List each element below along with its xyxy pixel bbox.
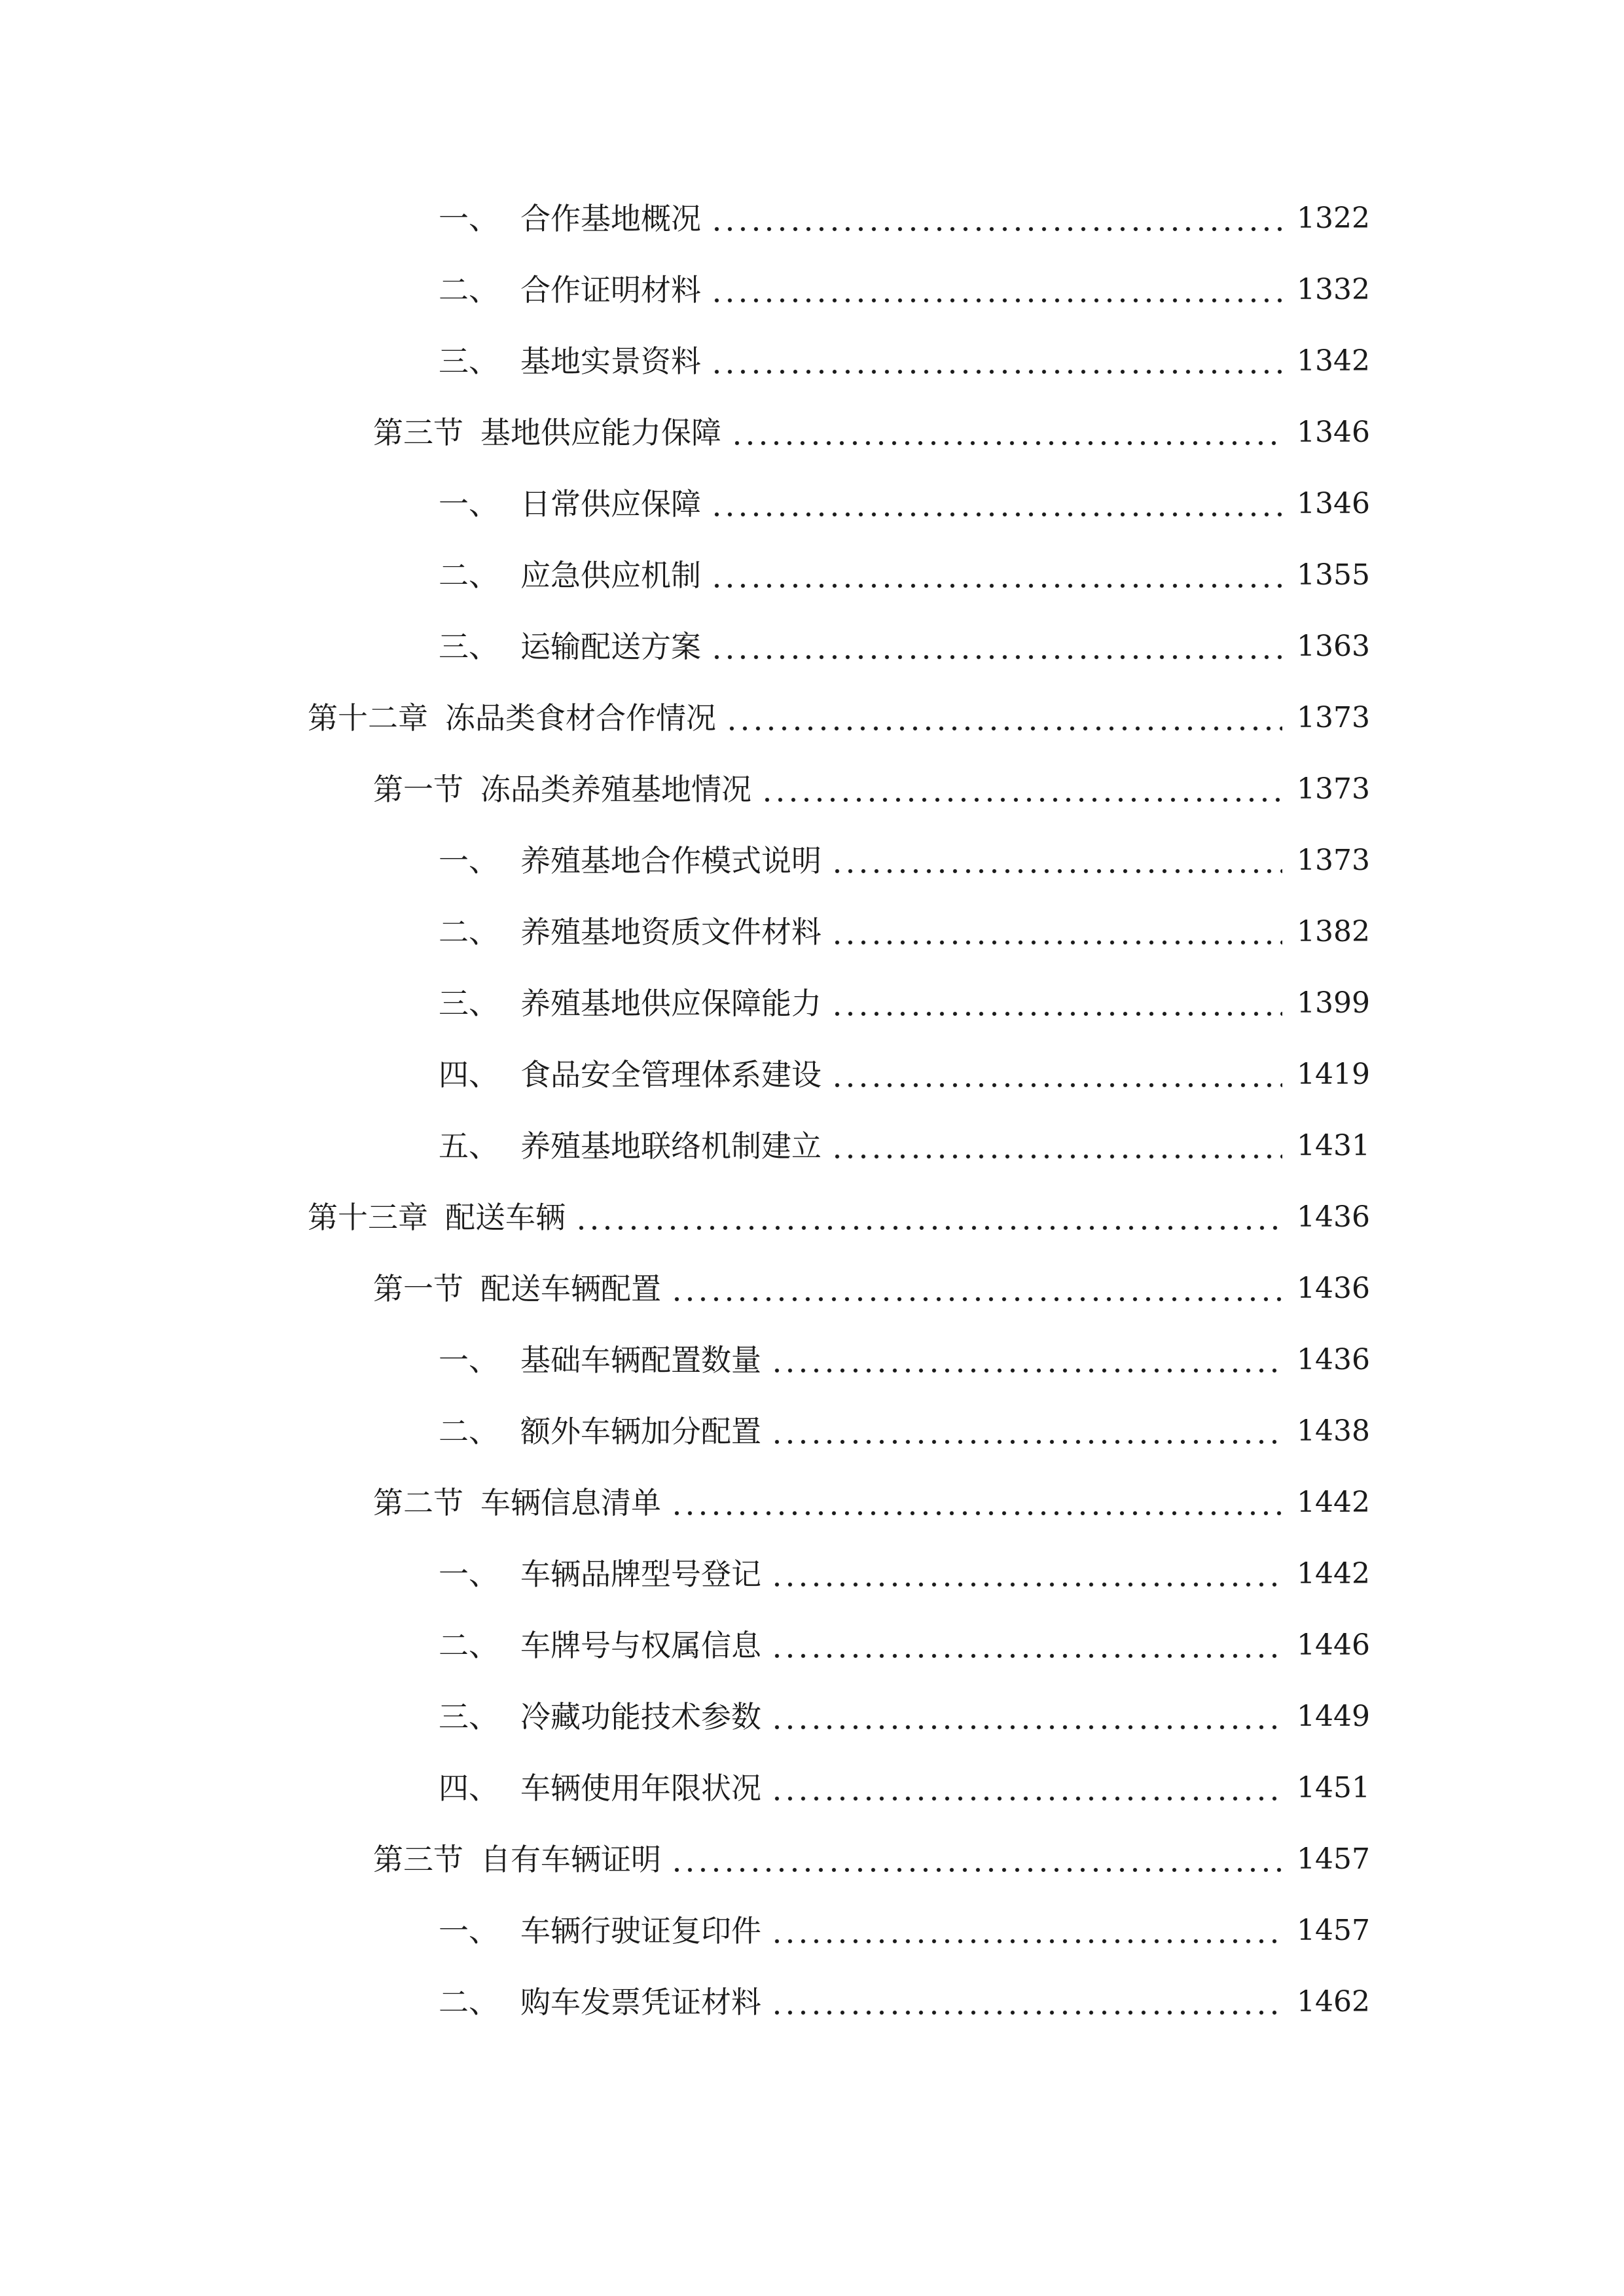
toc-entry-title: 车牌号与权属信息 [520, 1628, 761, 1663]
toc-entry-label [373, 763, 751, 816]
dot-leader [710, 620, 1282, 673]
dot-leader [770, 1905, 1282, 1957]
toc-entry-title: 基础车辆配置数量 [520, 1342, 761, 1378]
dot-leader [770, 1762, 1282, 1814]
toc-entry[interactable] [439, 1619, 1370, 1672]
toc-entry-label [373, 406, 721, 459]
dot-leader [670, 1477, 1282, 1529]
toc-entry-page: 1446 [1297, 1628, 1370, 1662]
toc-entry-page: 1346 [1297, 487, 1370, 520]
toc-entry-title: 养殖基地资质文件材料 [520, 914, 821, 950]
toc-entry-page: 1442 [1297, 1486, 1370, 1519]
toc-entry-title: 养殖基地合作模式说明 [520, 843, 821, 878]
toc-entry-page: 1382 [1297, 915, 1370, 948]
toc-entry-number: 二、 [439, 914, 499, 950]
toc-entry-label [439, 1762, 761, 1814]
toc-entry-title: 配送车辆配置 [480, 1271, 661, 1306]
toc-entry-label [439, 1405, 761, 1458]
toc-entry[interactable] [439, 977, 1370, 1030]
toc-entry[interactable] [373, 1263, 1370, 1315]
toc-entry[interactable] [439, 1762, 1370, 1814]
toc-entry-label [439, 1049, 821, 1101]
dot-leader [710, 478, 1282, 530]
toc-entry-title: 养殖基地供应保障能力 [520, 986, 821, 1021]
dot-leader [770, 1691, 1282, 1743]
dot-leader [710, 264, 1282, 316]
toc-entry-label [439, 264, 701, 316]
toc-entry[interactable] [439, 478, 1370, 530]
toc-entry-page: 1373 [1297, 701, 1370, 734]
toc-entry-number: 二、 [439, 1414, 499, 1449]
dot-leader [761, 763, 1282, 816]
toc-entry-page: 1322 [1297, 202, 1370, 235]
toc-entry-label [439, 834, 821, 887]
toc-entry-number: 一、 [439, 843, 499, 878]
dot-leader [770, 1619, 1282, 1672]
dot-leader [731, 406, 1282, 459]
toc-entry-title: 车辆行驶证复印件 [520, 1913, 761, 1948]
toc-entry-number: 第一节 [373, 772, 463, 807]
toc-entry-number: 三、 [439, 1699, 499, 1734]
toc-entry-label [439, 620, 701, 673]
toc-entry-title: 自有车辆证明 [480, 1842, 661, 1877]
toc-entry[interactable] [439, 1548, 1370, 1600]
dot-leader [831, 834, 1282, 887]
toc-entry-label [439, 1619, 761, 1672]
toc-entry-number: 四、 [439, 1770, 499, 1806]
toc-entry-number: 第二节 [373, 1485, 463, 1520]
toc-entry[interactable] [373, 1477, 1370, 1529]
toc-entry-title: 日常供应保障 [520, 486, 701, 522]
toc-entry-label [439, 192, 701, 245]
toc-entry[interactable] [373, 763, 1370, 816]
toc-entry-number: 一、 [439, 1913, 499, 1948]
toc-entry-title: 合作基地概况 [520, 201, 701, 236]
toc-entry[interactable] [439, 1049, 1370, 1101]
toc-entry-label [373, 1263, 661, 1315]
toc-entry-number: 三、 [439, 986, 499, 1021]
dot-leader [670, 1833, 1282, 1886]
toc-entry-page: 1363 [1297, 630, 1370, 663]
dot-leader [831, 906, 1282, 958]
toc-entry[interactable] [439, 834, 1370, 887]
toc-entry-label [439, 1548, 761, 1600]
toc-entry-page: 1355 [1297, 558, 1370, 592]
toc-entry-page: 1399 [1297, 986, 1370, 1020]
dot-leader [770, 1548, 1282, 1600]
dot-leader [770, 1976, 1282, 2028]
toc-entry-title: 基地实景资料 [520, 344, 701, 379]
toc-entry[interactable] [373, 406, 1370, 459]
toc-entry[interactable] [439, 1976, 1370, 2028]
toc-entry-page: 1438 [1297, 1414, 1370, 1448]
toc-entry[interactable] [439, 192, 1370, 245]
toc-entry[interactable] [439, 1405, 1370, 1458]
toc-entry-number: 第一节 [373, 1271, 463, 1306]
toc-entry-number: 第三节 [373, 415, 463, 450]
toc-entry-page: 1457 [1297, 1842, 1370, 1876]
toc-entry-title: 车辆使用年限状况 [520, 1770, 761, 1806]
toc-entry-title: 应急供应机制 [520, 558, 701, 593]
toc-entry-label [439, 906, 821, 958]
toc-entry[interactable] [373, 1833, 1370, 1886]
toc-entry[interactable] [439, 1120, 1370, 1172]
toc-entry-page: 1449 [1297, 1700, 1370, 1733]
toc-entry-number: 五、 [439, 1128, 499, 1164]
toc-entry-page: 1373 [1297, 772, 1370, 806]
toc-entry-page: 1332 [1297, 273, 1370, 306]
toc-entry-title: 冻品类食材合作情况 [445, 700, 716, 736]
toc-entry-page: 1462 [1297, 1985, 1370, 2018]
toc-entry[interactable] [439, 549, 1370, 601]
toc-entry-label [439, 335, 701, 387]
toc-entry-title: 购车发票凭证材料 [520, 1984, 761, 2020]
toc-entry-title: 车辆品牌型号登记 [520, 1556, 761, 1592]
dot-leader [770, 1405, 1282, 1458]
toc-entry-page: 1436 [1297, 1272, 1370, 1305]
toc-entry-page: 1436 [1297, 1343, 1370, 1376]
dot-leader [831, 1049, 1282, 1101]
toc-entry-title: 运输配送方案 [520, 629, 701, 664]
toc-entry-title: 冷藏功能技术参数 [520, 1699, 761, 1734]
toc-entry-title: 冻品类养殖基地情况 [480, 772, 751, 807]
toc-entry-page: 1419 [1297, 1058, 1370, 1091]
toc-entry-number: 第十三章 [308, 1200, 428, 1235]
toc-entry[interactable] [439, 1691, 1370, 1743]
toc-entry-label [439, 1120, 821, 1172]
dot-leader [575, 1191, 1282, 1244]
toc-entry-label [439, 549, 701, 601]
toc-entry-page: 1451 [1297, 1771, 1370, 1804]
toc-entry-number: 一、 [439, 1342, 499, 1378]
toc-entry-number: 一、 [439, 201, 499, 236]
toc-entry-title: 额外车辆加分配置 [520, 1414, 761, 1449]
toc-entry-title: 配送车辆 [445, 1200, 566, 1235]
toc-entry-title: 车辆信息清单 [480, 1485, 661, 1520]
toc-entry-page: 1457 [1297, 1914, 1370, 1947]
toc-entry-page: 1442 [1297, 1557, 1370, 1590]
toc-entry-title: 基地供应能力保障 [480, 415, 721, 450]
toc-entry[interactable] [439, 264, 1370, 316]
toc-entry-page: 1373 [1297, 844, 1370, 877]
toc-entry-number: 三、 [439, 629, 499, 664]
toc-entry-page: 1431 [1297, 1129, 1370, 1162]
toc-entry-number: 二、 [439, 558, 499, 593]
toc-entry-number: 二、 [439, 272, 499, 308]
toc-entry-label [308, 692, 716, 744]
toc-entry[interactable] [439, 620, 1370, 673]
toc-entry-number: 二、 [439, 1628, 499, 1663]
toc-entry-label [373, 1833, 661, 1886]
toc-entry-page: 1436 [1297, 1200, 1370, 1234]
toc-entry-page: 1342 [1297, 344, 1370, 378]
dot-leader [710, 549, 1282, 601]
toc-entry-number: 三、 [439, 344, 499, 379]
toc-entry-label [308, 1191, 566, 1244]
toc-entry-page: 1346 [1297, 416, 1370, 449]
toc-entry-title: 养殖基地联络机制建立 [520, 1128, 821, 1164]
toc-entry[interactable] [308, 692, 1370, 744]
toc-entry-label [439, 1691, 761, 1743]
toc-entry[interactable] [439, 1334, 1370, 1386]
dot-leader [710, 192, 1282, 245]
dot-leader [725, 692, 1282, 744]
dot-leader [710, 335, 1282, 387]
toc-entry-number: 二、 [439, 1984, 499, 2020]
toc-entry-label [439, 1905, 761, 1957]
toc-entry-number: 四、 [439, 1057, 499, 1092]
toc-entry-number: 第十二章 [308, 700, 428, 736]
toc-entry[interactable] [439, 906, 1370, 958]
toc-entry-title: 合作证明材料 [520, 272, 701, 308]
toc-entry-title: 食品安全管理体系建设 [520, 1057, 821, 1092]
toc-entry[interactable] [439, 1905, 1370, 1957]
dot-leader [831, 977, 1282, 1030]
toc-entry[interactable] [308, 1191, 1370, 1244]
toc-entry-label [373, 1477, 661, 1529]
toc-entry-number: 一、 [439, 486, 499, 522]
toc-entry-label [439, 478, 701, 530]
toc-entry-number: 一、 [439, 1556, 499, 1592]
toc-entry[interactable] [439, 335, 1370, 387]
toc-entry-label [439, 1976, 761, 2028]
toc-entry-label [439, 1334, 761, 1386]
dot-leader [831, 1120, 1282, 1172]
dot-leader [770, 1334, 1282, 1386]
dot-leader [670, 1263, 1282, 1315]
toc-entry-label [439, 977, 821, 1030]
toc-entry-number: 第三节 [373, 1842, 463, 1877]
